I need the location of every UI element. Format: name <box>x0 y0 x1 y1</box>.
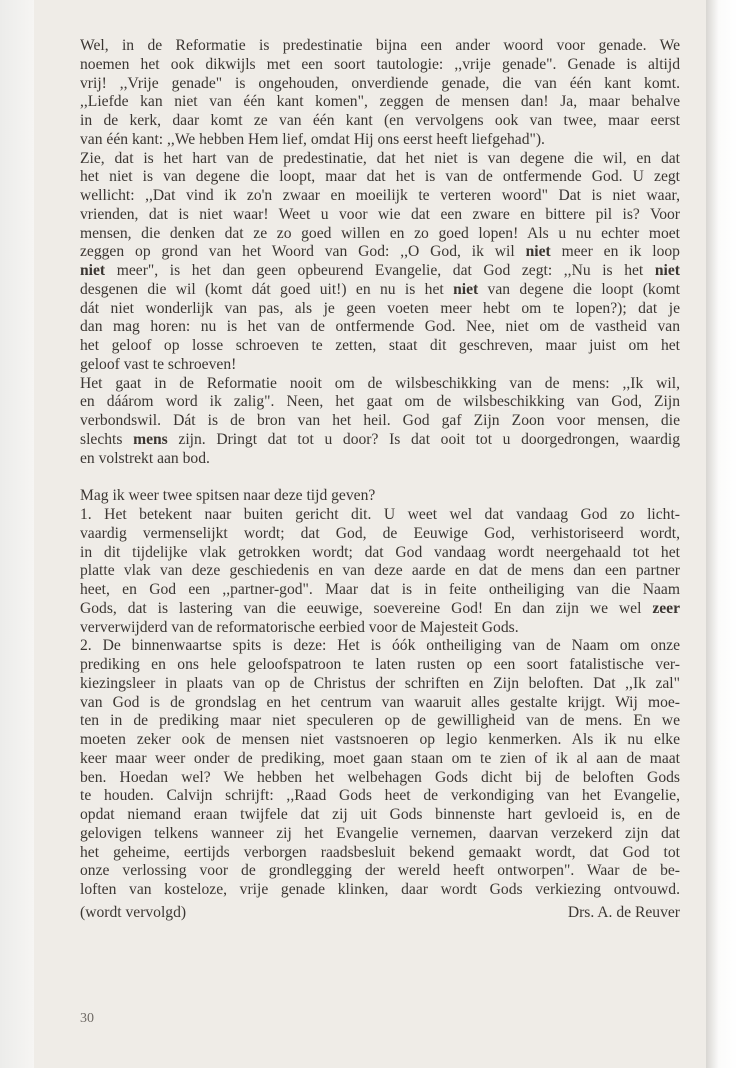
text-line: het geheime, eertijds verborgen raadsbesluit bekend gemaakt wordt, dat God tot <box>80 843 680 861</box>
paragraph-heart-of-predestination <box>80 150 680 375</box>
paragraph-reformation-will <box>80 375 680 469</box>
text-line: verbondswil. Dát is de bron van het heil. God gaf Zijn Zoon voor mensen, die <box>80 412 680 429</box>
text-line: ben. Hoedan wel? We hebben het welbehagen Gods dicht bij de beloften Gods <box>80 768 680 786</box>
text-run: zijn. Dringt dat tot u door? Is dat ooit tot u doorgedrongen, waardig <box>167 430 680 448</box>
bold-emphasis: niet <box>525 243 551 261</box>
text-line: heet, en God een ,,partner-god". Maar dat is in feite ontheiliging van die Naam <box>80 581 680 598</box>
paragraph-spacer <box>80 468 680 487</box>
text-line: ververwijderd van de reformatorische eerbied voor de Majesteit Gods. <box>80 618 519 636</box>
page-number: 30 <box>80 1011 94 1026</box>
text-line: 2. De binnenwaartse spits is deze: Het is óók ontheiliging van de Naam om onze <box>80 637 680 655</box>
text-line: van God is de grondslag en het centrum van waaruit alles gestalte krijgt. Wij moe- <box>80 693 680 711</box>
bold-emphasis: niet <box>80 262 106 279</box>
text-line: en dáárom word ik zalig". Neen, het gaat om de wilsbeschikking van God, Zijn <box>80 393 680 411</box>
closing-row <box>80 904 680 923</box>
paragraph-point-one <box>80 506 680 637</box>
scan-right-edge <box>706 0 738 1068</box>
paragraph-point-two <box>80 637 680 900</box>
text-line <box>80 243 680 262</box>
text-line <box>80 600 680 619</box>
text-run: meer en ik loop <box>550 243 680 261</box>
text-line: wellicht: ,,Dat vind ik zo'n zwaar en moeilijk te verteren woord" Dat is niet waar, <box>80 187 680 204</box>
text-line: van één kant: ,,We hebben Hem lief, omdat Hij ons eerst heeft liefgehad"). <box>80 130 545 148</box>
scan-left-margin <box>0 0 34 1068</box>
text-run: slechts <box>80 430 134 448</box>
to-be-continued-note: (wordt vervolgd) <box>80 903 187 921</box>
text-line: noemen het ook dikwijls met een soort tautologie: ,,vrije genade". Genade is altijd <box>80 55 680 73</box>
text-line: in dit tijdelijke vlak getrokken wordt; dat God vandaag wordt neergehaald tot het <box>80 543 680 561</box>
text-line: geloof vast te schroeven! <box>80 355 237 373</box>
text-line: moeten zeker ook de mensen niet vastsnoeren op legio kenmerken. Als ik nu elke <box>80 731 680 748</box>
bold-emphasis: zeer <box>652 599 680 617</box>
text-line: kiezingsleer in plaats van op de Christus der schriften en Zijn beloften. Dat ,,Ik zal" <box>80 674 680 692</box>
author-signature: Drs. A. de Reuver <box>567 903 680 921</box>
text-run: zeggen op grond van het Woord van God: ,,O God, ik wil <box>80 243 526 261</box>
bold-emphasis: niet <box>453 280 479 298</box>
text-line: opdat niemand eraan twijfele dat zij uit Gods binnenste hart gevloeid is, en de <box>80 806 680 823</box>
text-line: ,,Liefde kan niet van één kant komen", zeggen de mensen dan! Ja, maar behalve <box>80 93 680 111</box>
text-line: mensen, die denken dat ze zo goed willen en zo goed lopen! Als u nu echter moet <box>80 224 680 242</box>
text-line: loften van kosteloze, vrije genade klinken, daar wordt Gods verkiezing ontvouwd. <box>80 881 680 898</box>
article-body <box>80 37 680 923</box>
bold-emphasis: mens <box>133 430 168 448</box>
text-run: desgenen die wil (komt dát goed uit!) en nu is het <box>80 280 454 298</box>
text-line: vaardig vermenselijkt wordt; dat God, de Eeuwige God, verhistoriseerd wordt, <box>80 524 680 542</box>
text-line: vrij! ,,Vrije genade" is ongehouden, onverdiende genade, die van één kant komt. <box>80 74 680 92</box>
text-line: ten in de prediking maar niet speculeren op de gewilligheid van de mens. En we <box>80 712 680 730</box>
text-line: keer maar weer onder de prediking, moet gaan staan om te zien of ik al aan de maat <box>80 749 680 767</box>
text-line: Het gaat in de Reformatie nooit om de wilsbeschikking van de mens: ,,Ik wil, <box>80 374 680 392</box>
text-line <box>80 431 680 450</box>
text-line: en volstrekt aan bod. <box>80 449 210 467</box>
text-line: onze verlossing voor de grondlegging der wereld heeft ontworpen". Waar de be- <box>80 862 680 880</box>
text-line <box>80 262 680 281</box>
text-line: Mag ik weer twee spitsen naar deze tijd geven? <box>80 487 376 505</box>
text-line <box>80 281 680 300</box>
text-line: platte vlak van deze geschiedenis en van deze aarde en dat de mens dan een partner <box>80 562 680 580</box>
text-line: prediking en ons hele geloofspatroon te laten rusten op een soort fatalistische ver- <box>80 656 680 673</box>
text-line: vrienden, dat is niet waar! Weet u voor wie dat een zware en bittere pil is? Voor <box>80 205 680 223</box>
text-line: Wel, in de Reformatie is predestinatie bijna een ander woord voor genade. We <box>80 37 680 54</box>
text-line: dan mag horen: nu is het van de ontfermende God. Nee, niet om de vastheid van <box>80 318 680 336</box>
text-line: 1. Het betekent naar buiten gericht dit. U weet wel dat vandaag God zo licht- <box>80 506 680 523</box>
text-line: Zie, dat is het hart van de predestinatie, dat het niet is van degene die wil, en dat <box>80 149 680 167</box>
paragraph-two-points-intro <box>80 487 680 506</box>
paragraph-predestination-grace <box>80 37 680 150</box>
text-line: het geloof op losse schroeven te zetten, staat dit geschreven, maar juist om het <box>80 337 680 354</box>
text-line: dát niet wonderlijk van pas, als je geen voeten meer hebt om te lopen?); dat je <box>80 299 680 317</box>
text-line: te houden. Calvijn schrijft: ,,Raad Gods heet de verkondiging van het Evangelie, <box>80 787 680 805</box>
bold-emphasis: niet <box>654 262 680 279</box>
text-line: in de kerk, daar komt ze van één kant (en vervolgens ook van twee, maar eerst <box>80 112 680 129</box>
text-run: meer", is het dan geen opbeurend Evangelie, dat God zegt: ,,Nu is het <box>105 262 655 279</box>
text-line: gelovigen telkens wanneer zij het Evangelie vernemen, daarvan verzekerd zijn dat <box>80 824 680 842</box>
text-run: Gods, dat is lastering van die eeuwige, soevereine God! En dan zijn we wel <box>80 599 653 617</box>
text-run: van degene die loopt (komt <box>478 280 680 298</box>
text-line: het niet is van degene die loopt, maar dat het is van de ontfermende God. U zegt <box>80 168 680 186</box>
